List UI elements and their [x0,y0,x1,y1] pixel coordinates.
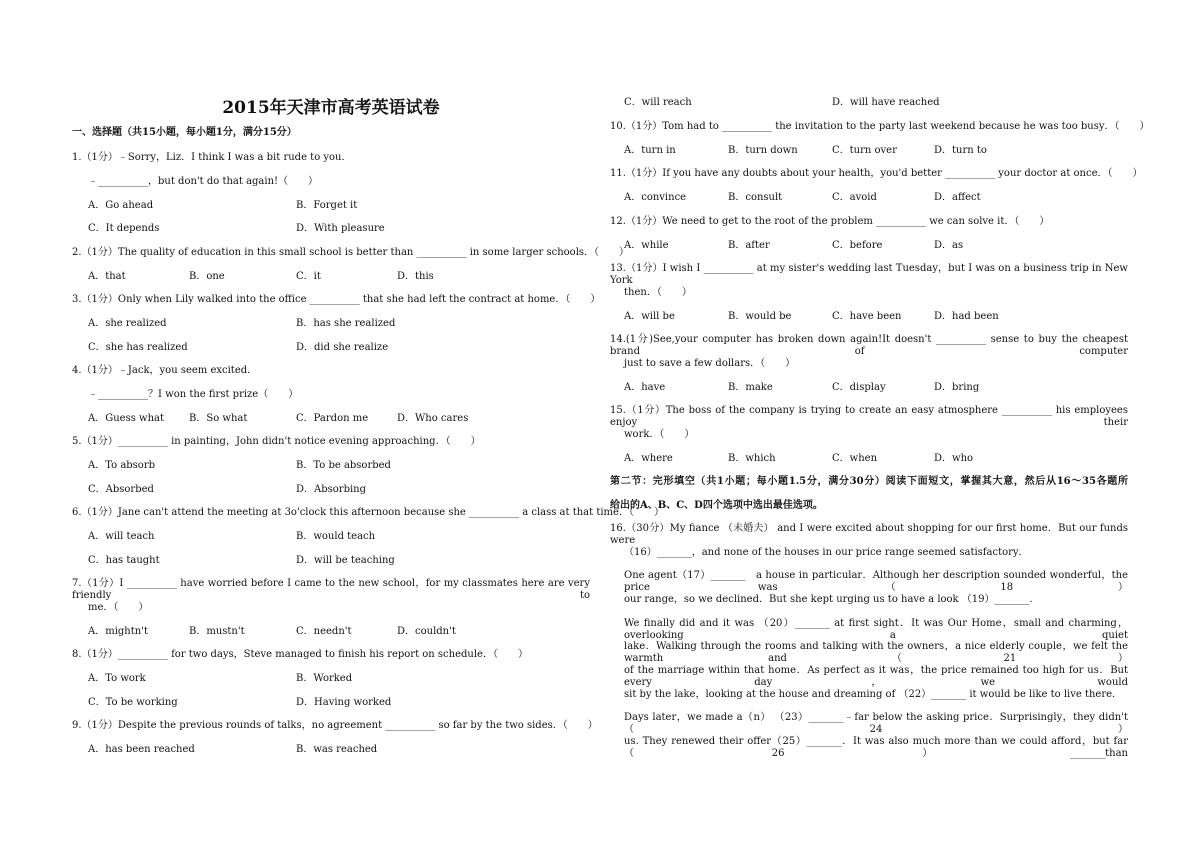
option-a[interactable]: A．that [88,271,126,282]
option-a[interactable]: A．To absorb [88,460,156,471]
option-d[interactable]: D．did she realize [296,342,389,353]
option-c[interactable]: C．To be working [88,697,178,708]
option-a[interactable]: A．Guess what [88,413,164,424]
passage-line: of the marriage within that home．As perfect as it was，the price remained too high for us．But every day，we would [624,665,1128,688]
question-stem: 13.（1分）I wish I __________ at my sister's wedding last Tuesday，but I was on a business trip in New York [610,263,1128,286]
option-d[interactable]: D．turn to [934,145,987,156]
option-c[interactable]: C．Absorbed [88,484,154,495]
option-c[interactable]: C．before [832,240,883,251]
passage-line: lake．Walking through the rooms and talking with the owners，a nice elderly couple，we felt the warmth and （21） [624,641,1128,664]
question-stem-cont: ﹣__________，but don't do that again!（ ） [88,176,319,187]
section-heading: 第二节：完形填空（共1小题；每小题1.5分，满分30分）阅读下面短文，掌握其大意，然后从16～35各题所 [610,476,1128,487]
option-a[interactable]: A．where [624,453,673,464]
option-d[interactable]: D．Having worked [296,697,392,708]
question-stem: 12.（1分）We need to get to the root of the problem __________ we can solve it．（ ） [610,216,1050,227]
option-c[interactable]: C．turn over [832,145,897,156]
passage-line: One agent（17）_______ a house in particular．Although her description sounded wonderful，the price was （18） [624,570,1128,593]
option-b[interactable]: B．mustn't [189,626,245,637]
option-c[interactable]: C．has taught [88,555,160,566]
option-a[interactable]: A．turn in [624,145,676,156]
passage-line: sit by the lake，looking at the house and dreaming of （22）_______ it would be like to live there． [624,689,1123,700]
passage-line: 16.（30分）My fiance （未婚夫） and I were excited about shopping for our first home．But our funds were [610,523,1128,546]
option-b[interactable]: B．So what [189,413,248,424]
question-stem: 9.（1分）Despite the previous rounds of talks，no agreement __________ so far by the two sides．（ ） [72,720,598,731]
section-heading-cont: 给出的A、B、C、D四个选项中选出最佳选项。 [610,500,823,511]
option-c[interactable]: C．have been [832,311,902,322]
option-b[interactable]: B．make [728,382,773,393]
option-b[interactable]: B．turn down [728,145,798,156]
option-d[interactable]: D．who [934,453,974,464]
option-a[interactable]: A．Go ahead [88,200,154,211]
option-d[interactable]: D．will be teaching [296,555,395,566]
question-stem: 11.（1分）If you have any doubts about your health，you'd better __________ your doctor at once．（ ） [610,168,1143,179]
option-a[interactable]: A．will teach [88,531,155,542]
option-c[interactable]: C．she has realized [88,342,188,353]
option-a[interactable]: A．she realized [88,318,167,329]
question-stem: 2.（1分）The quality of education in this small school is better than __________ in some larger schools．（ ） [72,247,630,258]
page-title: 2015年天津市高考英语试卷 [222,98,440,118]
option-c[interactable]: C．it [296,271,321,282]
option-c[interactable]: C．will reach [624,97,692,108]
passage-line: our range，so we declined．But she kept urging us to have a look （19）_______． [624,594,1040,605]
option-c[interactable]: C．when [832,453,878,464]
option-c[interactable]: C．display [832,382,886,393]
question-stem: 7.（1分）I __________ have worried before I came to the new school，for my classmates here are very friendly to [72,578,590,601]
question-stem: 6.（1分）Jane can't attend the meeting at 3o'clock this afternoon because she __________ a class at that time．（ ） [72,507,664,518]
question-stem: 8.（1分）__________ for two days，Steve managed to finish his report on schedule．（ ） [72,649,528,660]
option-d[interactable]: D．will have reached [832,97,940,108]
option-d[interactable]: D．affect [934,192,981,203]
question-stem: 1.（1分）﹣Sorry，Liz．I think I was a bit rude to you． [72,152,352,163]
question-stem: 15.（1分）The boss of the company is trying to create an easy atmosphere __________ his employees enjoy their [610,405,1128,428]
option-a[interactable]: A．while [624,240,669,251]
option-c[interactable]: C．Pardon me [296,413,369,424]
option-a[interactable]: A．has been reached [88,744,195,755]
option-b[interactable]: B．would teach [296,531,376,542]
passage-line: us. They renewed their offer（25）_______．It was also much more than we could afford，but far（26）_______than [624,736,1128,759]
question-stem-cont: then．（ ） [624,287,692,298]
option-b[interactable]: B．Worked [296,673,353,684]
option-b[interactable]: B．one [189,271,225,282]
question-stem: 5.（1分）__________ in painting，John didn't notice evening approaching．（ ） [72,436,481,447]
question-stem-cont: work．（ ） [624,429,695,440]
option-b[interactable]: B．consult [728,192,783,203]
question-stem: 10.（1分）Tom had to __________ the invitation to the party last weekend because he was too busy．（ ） [610,121,1150,132]
passage-line: Days later，we made a（n） （23）_______﹣far below the asking price．Surprisingly，they didn't （24） [624,712,1128,735]
question-stem-cont: just to save a few dollars．（ ） [624,358,796,369]
option-d[interactable]: D．Absorbing [296,484,367,495]
question-stem: 3.（1分）Only when Lily walked into the office __________ that she had left the contract at home．（ ） [72,294,601,305]
passage-line: We finally did and it was （20）_______ at first sight．It was Our Home，small and charming，overlooking a quiet [624,618,1128,641]
option-d[interactable]: D．as [934,240,964,251]
option-a[interactable]: A．have [624,382,666,393]
question-stem: 14.(1分)See,your computer has broken down again!It doesn't __________ sense to buy the cheapest brand of computer [610,334,1128,357]
option-b[interactable]: B．To be absorbed [296,460,391,471]
option-b[interactable]: B．was reached [296,744,378,755]
option-d[interactable]: D．With pleasure [296,223,385,234]
option-b[interactable]: B．has she realized [296,318,396,329]
option-b[interactable]: B．would be [728,311,792,322]
passage-line: （16）_______，and none of the houses in our price range seemed satisfactory． [624,547,1029,558]
option-c[interactable]: C．needn't [296,626,352,637]
question-stem-cont: ﹣__________？I won the first prize（ ） [88,389,299,400]
option-b[interactable]: B．after [728,240,770,251]
section-heading: 一、选择题（共15小题，每小题1分，满分15分） [72,127,297,138]
option-d[interactable]: D．had been [934,311,999,322]
option-d[interactable]: D．Who cares [397,413,469,424]
option-b[interactable]: B．Forget it [296,200,358,211]
option-d[interactable]: D．couldn't [397,626,456,637]
option-a[interactable]: A．will be [624,311,675,322]
option-a[interactable]: A．mightn't [88,626,148,637]
question-stem-cont: me．（ ） [88,602,149,613]
option-c[interactable]: C．It depends [88,223,160,234]
option-a[interactable]: A．convince [624,192,687,203]
option-b[interactable]: B．which [728,453,776,464]
option-c[interactable]: C．avoid [832,192,877,203]
option-d[interactable]: D．this [397,271,434,282]
option-a[interactable]: A．To work [88,673,146,684]
option-d[interactable]: D．bring [934,382,980,393]
question-stem: 4.（1分）﹣Jack，you seem excited． [72,365,258,376]
